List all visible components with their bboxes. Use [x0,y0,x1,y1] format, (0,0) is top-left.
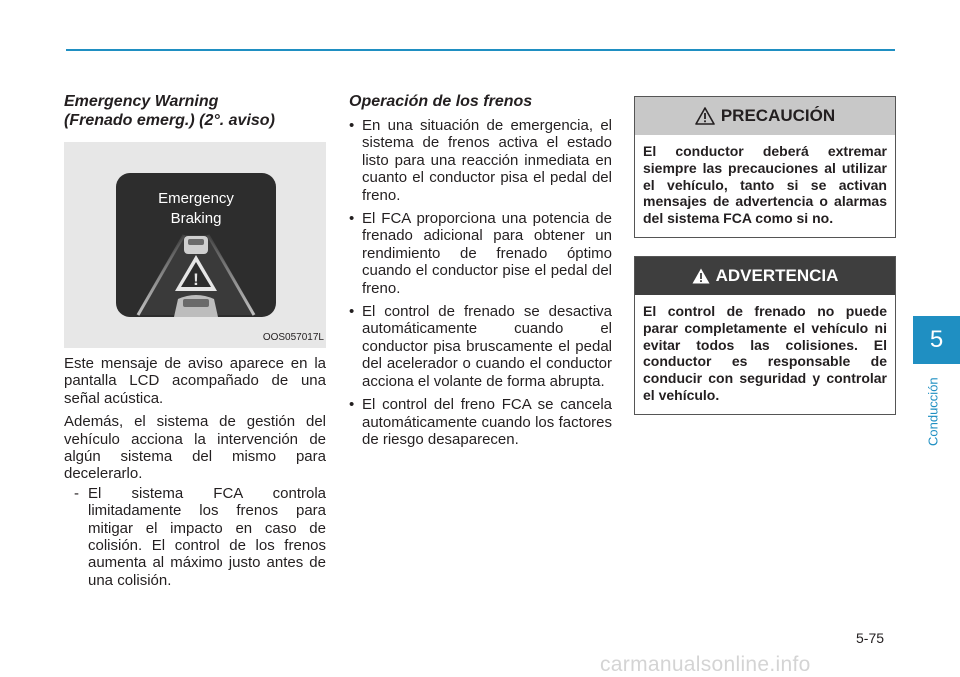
list-item [349,117,612,204]
bullet-marker: • [349,303,355,321]
warning-box [634,256,896,415]
title-line-1: Emergency Warning [64,93,219,110]
display-line-2: Braking [170,210,222,227]
cluster-display [116,173,276,317]
dash-marker: - [74,484,79,502]
precaution-title: PRECAUCIÓN [720,106,836,126]
warning-title: ADVERTENCIA [715,266,839,286]
watermark: carmanualsonline.info [600,653,811,676]
paragraph-system-action: Además, el sistema de gestión del vehículo acciona la intervención de algún sistema del mismo para decelerarlo. [64,413,326,483]
dash-list-item [64,485,326,589]
bullet-marker: • [349,396,355,414]
bullet-list [349,117,612,448]
chapter-tab: 5 [913,316,960,364]
list-item-text: En una situación de emergencia, el sistema de frenos activa el estado listo para una reacción inmediata en cuanto el conductor pisa el pedal del freno. [362,117,612,204]
emergency-braking-figure [64,142,326,348]
svg-text:!: ! [193,270,199,289]
title-line-2: (Frenado emerg.) (2°. aviso) [64,112,275,129]
section-title-emergency-warning [64,92,326,130]
header-rule [66,49,895,51]
paragraph-message-info: Este mensaje de aviso aparece en la pantalla LCD acompañado de una señal acústica. [64,355,326,407]
column-emergency-warning [64,92,326,589]
precaution-header [635,97,895,135]
list-item-text: El control de frenado se desactiva automáticamente cuando el conductor pisa bruscamente el pedal del acelerador o cuando el conductor acciona el volante de forma abrupta. [362,303,612,390]
figure-caption: OOS057017L [262,332,324,343]
bullet-marker: • [349,117,355,134]
display-line-1: Emergency [158,190,234,207]
list-item-text: El FCA proporciona una potencia de frenado adicional para obtener un rendimiento de frenado óptimo cuando el conductor pise el pedal del freno. [362,210,612,297]
precaution-box [634,96,896,238]
warning-header [635,257,895,295]
display-message [116,189,276,229]
section-title-brake-operation: Operación de los frenos [349,93,533,110]
list-item [349,303,612,390]
page-number: 5-75 [856,630,885,646]
column-brake-operation [349,92,612,454]
list-item [349,396,612,448]
warning-text: El control de frenado no puede parar completamente el vehículo ni evitar todos las colisiones. El conductor es responsable de conducir con seguridad y controlar el vehículo. [643,302,887,403]
list-item [349,210,612,297]
bullet-marker: • [349,210,355,228]
list-item-text: El control del freno FCA se cancela automáticamente cuando los factores de riesgo desaparecen. [362,396,612,448]
precaution-text: El conductor deberá extremar siempre las precauciones al utilizar el vehículo, tanto si se activan mensajes de advertencia o alarmas del sistema FCA como si no. [643,143,887,227]
warning-triangle-icon [695,107,715,125]
chapter-label: Conducción [925,377,941,447]
dash-item-text: El sistema FCA controla limitadamente los frenos para mitigar el impacto en caso de colisión. El control de los frenos aumenta al máximo justo antes de una colisión. [88,484,326,589]
warning-triangle-icon [692,268,710,284]
column-notices [634,96,896,415]
